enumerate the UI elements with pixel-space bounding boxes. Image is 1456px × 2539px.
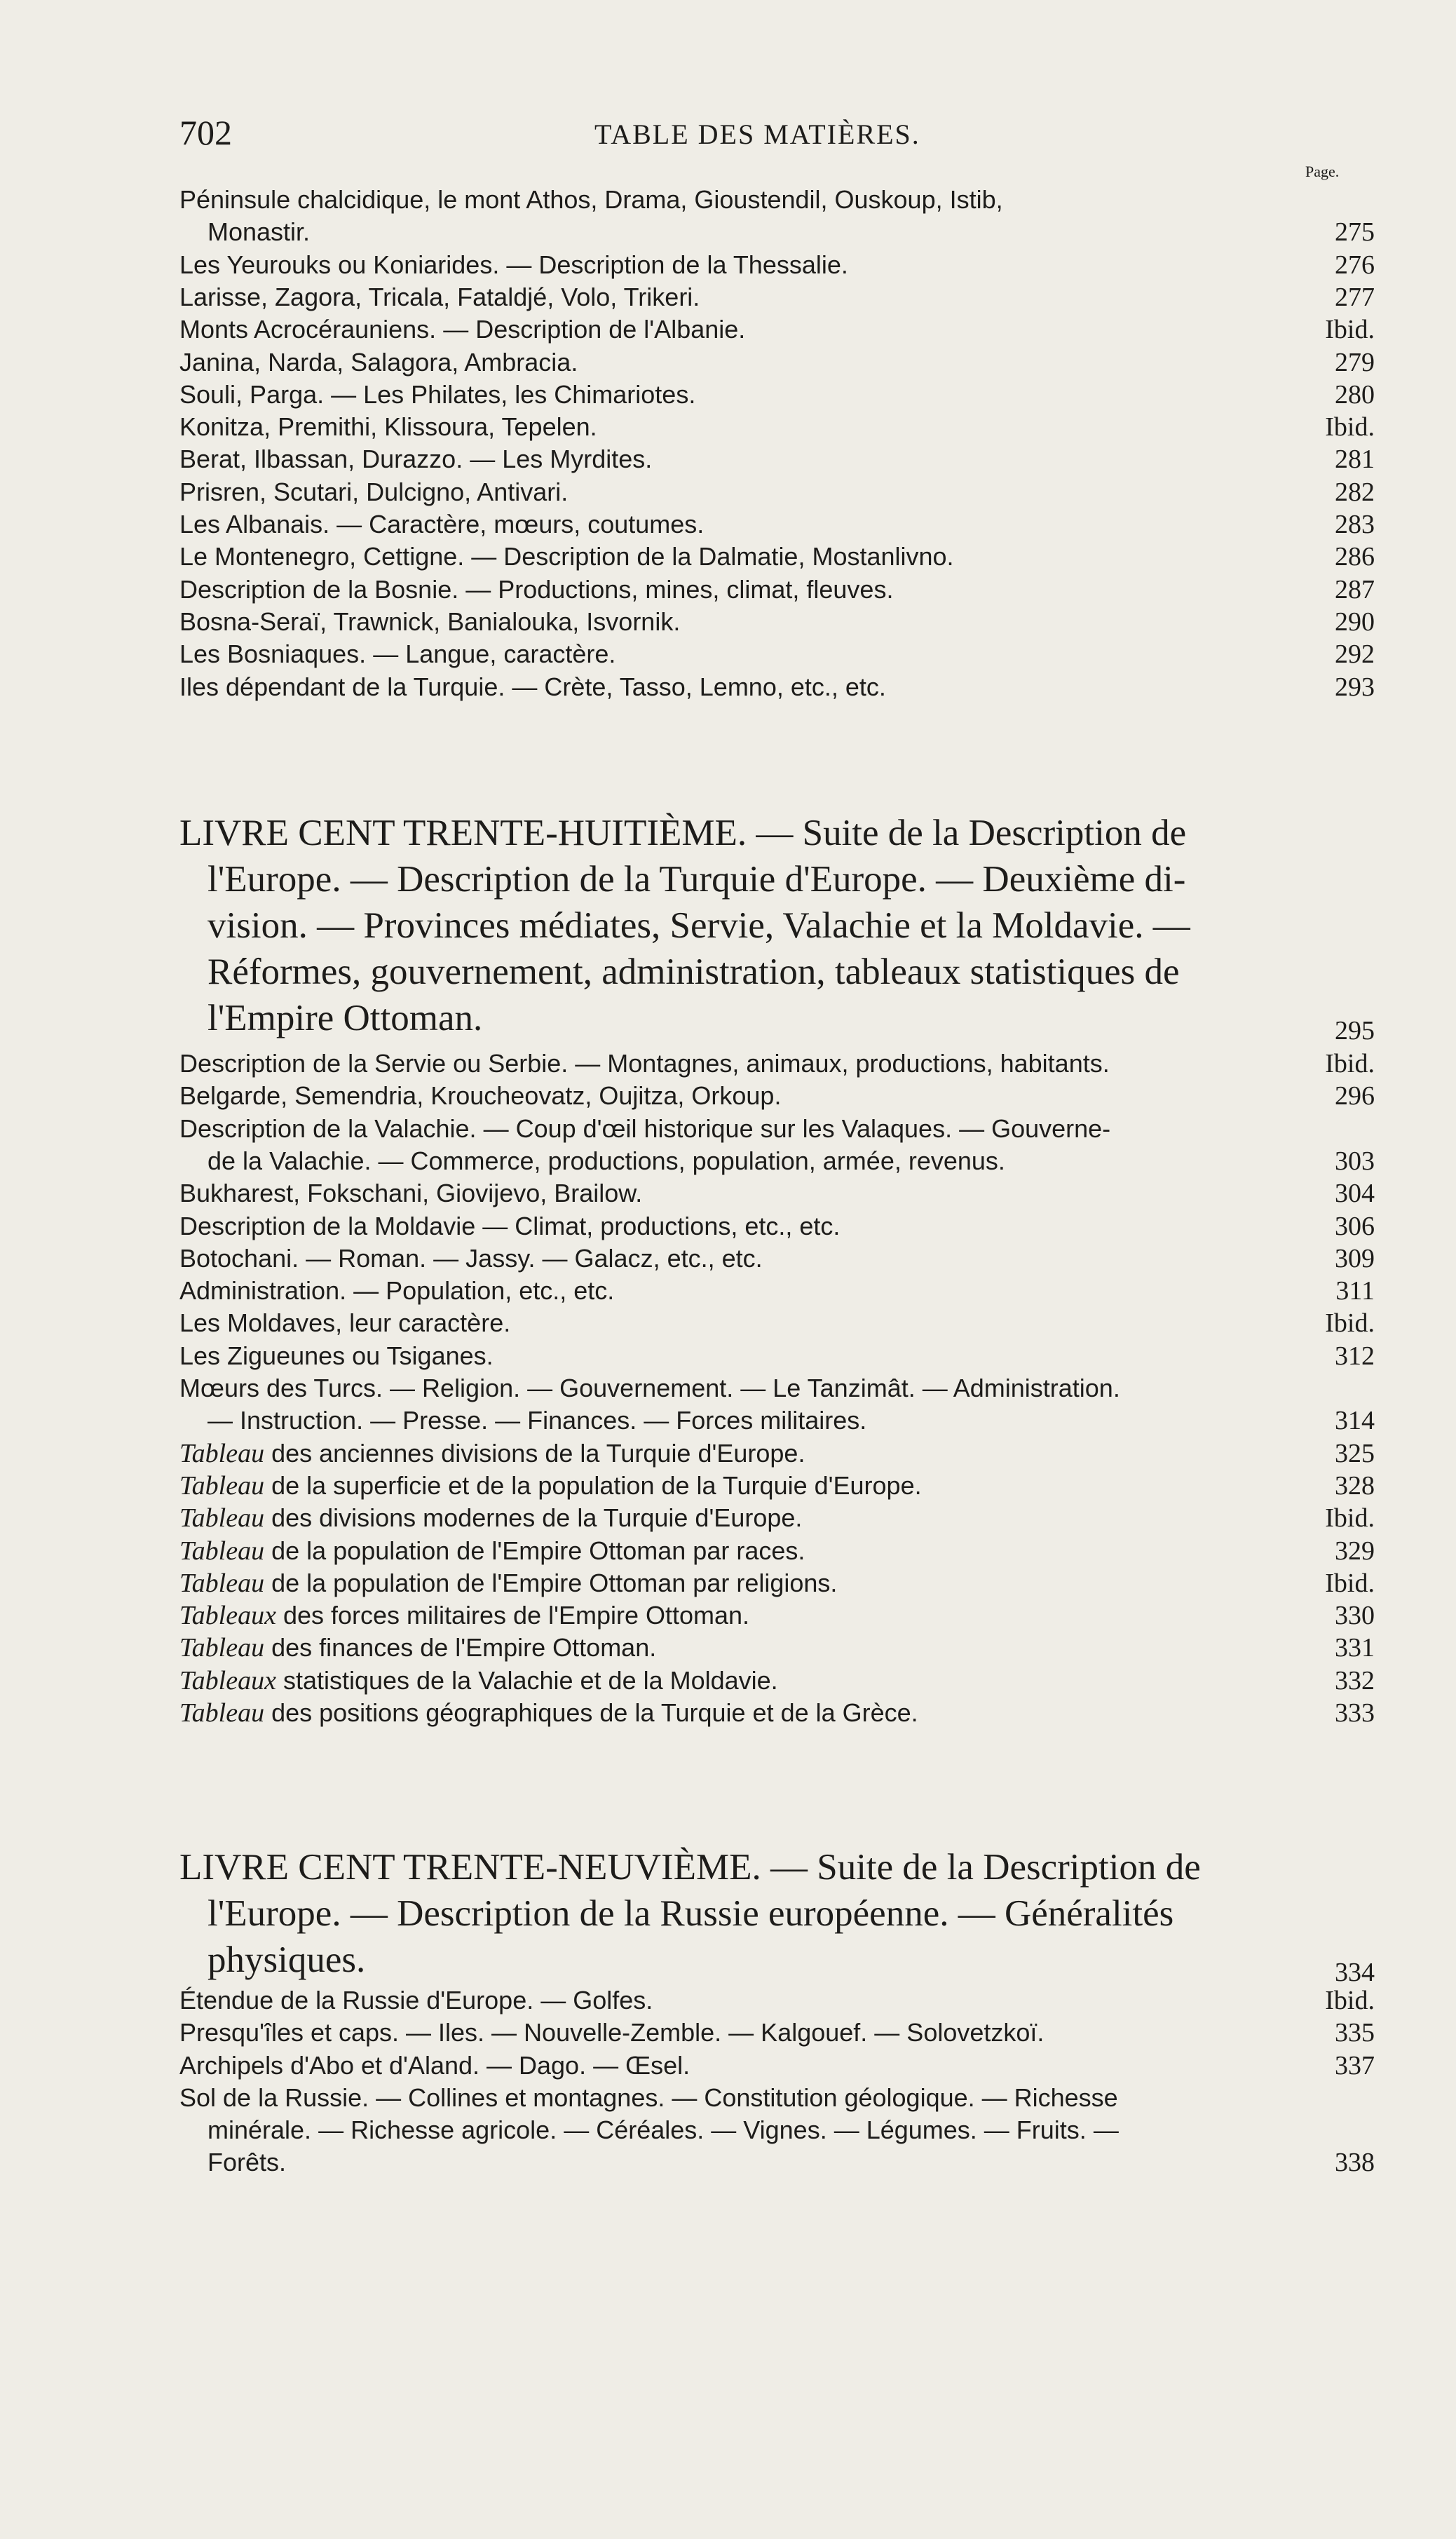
toc-entry-page: Ibid. xyxy=(1325,1986,1375,2015)
toc-entry-text: Presqu'îles et caps. — Iles. — Nouvelle-Zemble. — Kalgouef. — Solovetzkoï. xyxy=(179,2018,1045,2047)
book-heading-line: physiques. xyxy=(207,1939,366,1980)
toc-entry xyxy=(179,411,1375,443)
toc-entry-page: 330 xyxy=(1335,1601,1375,1631)
toc-entry xyxy=(179,1307,1375,1339)
toc-entry-text: Belgarde, Semendria, Kroucheovatz, Oujitza, Orkoup. xyxy=(179,1081,782,1111)
toc-entry-page: 282 xyxy=(1335,477,1375,507)
toc-entry-text: Les Bosniaques. — Langue, caractère. xyxy=(179,639,616,669)
toc-entry-page: 312 xyxy=(1335,1341,1375,1371)
toc-entry-text: Tableaux statistiques de la Valachie et de la Moldavie. xyxy=(179,1665,778,1695)
toc-entry-text: Iles dépendant de la Turquie. — Crète, Tasso, Lemno, etc., etc. xyxy=(179,672,886,701)
toc-entry-text: Les Zigueunes ou Tsiganes. xyxy=(179,1341,494,1370)
toc-entry-text: Tableau de la population de l'Empire Ottoman par religions. xyxy=(179,1568,838,1598)
toc-entry xyxy=(179,1177,1375,1210)
toc-entry xyxy=(179,1599,1375,1632)
toc-entry-page: 296 xyxy=(1335,1081,1375,1111)
toc-entry xyxy=(179,671,1375,703)
toc-entry-page: 303 xyxy=(1335,1146,1375,1176)
toc-entry-text: Le Montenegro, Cettigne. — Description de la Dalmatie, Mostanlivno. xyxy=(179,542,954,571)
toc-entry-page: 279 xyxy=(1335,347,1375,377)
page-column-label: Page. xyxy=(1305,163,1340,180)
toc-entry xyxy=(179,1632,1375,1664)
toc-entry-text: Bukharest, Fokschani, Giovijevo, Brailow. xyxy=(179,1179,643,1208)
toc-entry xyxy=(179,1372,1375,1437)
toc-entry-page: Ibid. xyxy=(1325,412,1375,442)
toc-entry xyxy=(179,638,1375,670)
toc-entry xyxy=(179,1340,1375,1372)
book-heading-line: Réformes, gouvernement, administration, tableaux statistiques de xyxy=(207,952,1180,992)
toc-entry-page: Ibid. xyxy=(1325,1568,1375,1598)
toc-entry xyxy=(179,606,1375,638)
toc-entry-page: 325 xyxy=(1335,1438,1375,1468)
toc-entry-page: 335 xyxy=(1335,2018,1375,2048)
toc-entry xyxy=(179,1502,1375,1534)
toc-entry xyxy=(179,1210,1375,1243)
toc-entry-text: Archipels d'Abo et d'Aland. — Dago. — Œsel. xyxy=(179,2050,690,2080)
toc-entry-page: 292 xyxy=(1335,639,1375,670)
toc-entry-text: Monts Acrocérauniens. — Description de l'Albanie. xyxy=(179,315,746,344)
book-heading-line: vision. — Provinces médiates, Servie, Valachie et la Moldavie. — xyxy=(207,905,1190,946)
toc-entry-text: Tableaux des forces militaires de l'Empire Ottoman. xyxy=(179,1601,750,1631)
toc-entry xyxy=(179,508,1375,541)
toc-entry-page: 306 xyxy=(1335,1211,1375,1241)
toc-entry-page: 332 xyxy=(1335,1665,1375,1695)
toc-entry xyxy=(179,1243,1375,1275)
toc-entry xyxy=(179,574,1375,606)
toc-entry-page: 280 xyxy=(1335,379,1375,409)
toc-entry-page: 290 xyxy=(1335,607,1375,637)
toc-entry xyxy=(179,541,1375,573)
toc-entry-text: — Instruction. — Presse. — Finances. — Forces militaires. xyxy=(207,1406,867,1435)
toc-entry-page: Ibid. xyxy=(1325,1049,1375,1078)
toc-entry-text: Bosna-Seraï, Trawnick, Banialouka, Isvornik. xyxy=(179,607,681,636)
toc-entry-text: Étendue de la Russie d'Europe. — Golfes. xyxy=(179,1986,653,2015)
toc-entry-page: 275 xyxy=(1335,217,1375,248)
toc-entry-text: de la Valachie. — Commerce, productions, population, armée, revenus. xyxy=(207,1146,1005,1175)
toc-entry xyxy=(179,249,1375,281)
book-heading-line: LIVRE CENT TRENTE-NEUVIÈME. — Suite de la Description de xyxy=(179,1847,1201,1888)
toc-entry-page: 311 xyxy=(1335,1276,1375,1306)
toc-entry xyxy=(179,2082,1375,2179)
toc-entry-text: Mœurs des Turcs. — Religion. — Gouvernement. — Le Tanzimât. — Administration. xyxy=(179,1374,1120,1402)
toc-entry-italic: Tableau xyxy=(179,1470,265,1501)
toc-entry-text: Berat, Ilbassan, Durazzo. — Les Myrdites. xyxy=(179,445,653,474)
toc-entry-page: 329 xyxy=(1335,1536,1375,1566)
toc-entry-text: Janina, Narda, Salagora, Ambracia. xyxy=(179,347,578,377)
toc-entry-text: Konitza, Premithi, Klissoura, Tepelen. xyxy=(179,412,597,442)
toc-entry xyxy=(179,476,1375,508)
toc-entry-text: Tableau des finances de l'Empire Ottoman. xyxy=(179,1633,657,1663)
running-title: TABLE DES MATIÈRES. xyxy=(594,119,920,150)
toc-entry xyxy=(179,1275,1375,1307)
toc-entry-text: Tableau des divisions modernes de la Turquie d'Europe. xyxy=(179,1503,803,1533)
toc-entry-page: 283 xyxy=(1335,510,1375,539)
toc-entry-text: Les Moldaves, leur caractère. xyxy=(179,1308,511,1338)
toc-entry xyxy=(179,1080,1375,1112)
toc-entry-page: 338 xyxy=(1335,2148,1375,2178)
toc-entry xyxy=(179,1048,1375,1080)
toc-entry xyxy=(179,1697,1375,1729)
toc-entry-text: Les Yeurouks ou Koniarides. — Description de la Thessalie. xyxy=(179,250,848,279)
toc-entry xyxy=(179,1665,1375,1697)
toc-entry-page: 286 xyxy=(1335,542,1375,572)
toc-entry-text: Prisren, Scutari, Dulcigno, Antivari. xyxy=(179,477,569,506)
toc-entry-page: 277 xyxy=(1335,282,1375,312)
book-heading-line: l'Europe. — Description de la Turquie d'Europe. — Deuxième di- xyxy=(207,859,1186,900)
toc-entry-text: Tableau des anciennes divisions de la Turquie d'Europe. xyxy=(179,1438,805,1468)
toc-entry-text: Sol de la Russie. — Collines et montagnes. — Constitution géologique. — Richesse xyxy=(179,2083,1118,2112)
toc-entry-italic: Tableau xyxy=(179,1503,265,1533)
toc-entry xyxy=(179,1437,1375,1470)
toc-entry-text: Larisse, Zagora, Tricala, Fataldjé, Volo, Trikeri. xyxy=(179,282,700,311)
toc-entry-page: 337 xyxy=(1335,2050,1375,2080)
toc-entry-text: Description de la Servie ou Serbie. — Montagnes, animaux, productions, habitants. xyxy=(179,1049,1110,1078)
toc-entry xyxy=(179,313,1375,346)
toc-entry xyxy=(179,1984,1375,2017)
toc-entry xyxy=(179,443,1375,475)
toc-entry-italic: Tableau xyxy=(179,1633,265,1663)
toc-entry-italic: Tableau xyxy=(179,1438,265,1468)
book-heading xyxy=(179,1844,1375,1987)
toc-entry-text: Tableau des positions géographiques de la Turquie et de la Grèce. xyxy=(179,1698,918,1728)
toc-entry xyxy=(179,2050,1375,2082)
toc-entry-italic: Tableau xyxy=(179,1536,265,1566)
toc-entry-italic: Tableau xyxy=(179,1568,265,1598)
toc-entry-page: 293 xyxy=(1335,672,1375,702)
toc-entry xyxy=(179,2017,1375,2049)
toc-entry-text: Tableau de la population de l'Empire Ottoman par races. xyxy=(179,1536,805,1566)
toc-entry-text: Monastir. xyxy=(207,217,311,246)
toc-entry-text: Description de la Moldavie — Climat, productions, etc., etc. xyxy=(179,1211,841,1240)
toc-entry-page: Ibid. xyxy=(1325,1308,1375,1339)
toc-entry xyxy=(179,346,1375,379)
toc-entry xyxy=(179,379,1375,411)
toc-entry xyxy=(179,1113,1375,1177)
book-heading-line: l'Empire Ottoman. xyxy=(207,998,483,1038)
book-heading xyxy=(179,810,1375,1045)
toc-entry-text: Forêts. xyxy=(207,2147,287,2176)
toc-entry-page: Ibid. xyxy=(1325,1503,1375,1533)
toc-entry-page: 287 xyxy=(1335,574,1375,604)
toc-entry xyxy=(179,1470,1375,1502)
toc-entry xyxy=(179,281,1375,313)
toc-entry-text: Botochani. — Roman. — Jassy. — Galacz, etc., etc. xyxy=(179,1243,763,1273)
toc-entry-text: Souli, Parga. — Les Philates, les Chimariotes. xyxy=(179,379,696,409)
toc-entry-page: Ibid. xyxy=(1325,315,1375,345)
book-heading-page: 334 xyxy=(1335,1958,1375,1987)
toc-entry xyxy=(179,1535,1375,1567)
toc-entry-italic: Tableaux xyxy=(179,1601,276,1631)
toc-entry-page: 331 xyxy=(1335,1633,1375,1663)
book-heading-line: LIVRE CENT TRENTE-HUITIÈME. — Suite de la Description de xyxy=(179,813,1187,853)
book-heading-page: 295 xyxy=(1335,1016,1375,1045)
toc-entry-text: Tableau de la superficie et de la population de la Turquie d'Europe. xyxy=(179,1470,922,1501)
toc-entry-page: 281 xyxy=(1335,445,1375,475)
toc-entry-page: 333 xyxy=(1335,1698,1375,1728)
toc-entry-italic: Tableaux xyxy=(179,1665,276,1695)
toc-entry-text: Péninsule chalcidique, le mont Athos, Drama, Gioustendil, Ouskoup, Istib, xyxy=(179,185,1003,214)
toc-entry-page: 276 xyxy=(1335,250,1375,280)
toc-entry-text: minérale. — Richesse agricole. — Céréales. — Vignes. — Légumes. — Fruits. — xyxy=(207,2115,1119,2144)
toc-entry xyxy=(179,184,1375,248)
toc-entry-text: Les Albanais. — Caractère, mœurs, coutumes. xyxy=(179,510,705,539)
book-heading-line: l'Europe. — Description de la Russie européenne. — Généralités xyxy=(207,1893,1174,1934)
toc-entry xyxy=(179,1567,1375,1599)
toc-entry-page: 328 xyxy=(1335,1470,1375,1501)
toc-entry-page: 314 xyxy=(1335,1406,1375,1436)
toc-entry-page: 309 xyxy=(1335,1243,1375,1273)
toc-entry-page: 304 xyxy=(1335,1179,1375,1209)
toc-entry-text: Administration. — Population, etc., etc. xyxy=(179,1276,615,1306)
toc-entry-italic: Tableau xyxy=(179,1698,265,1728)
toc-entry-text: Description de la Bosnie. — Productions, mines, climat, fleuves. xyxy=(179,574,894,604)
toc-entry-text: Description de la Valachie. — Coup d'œil historique sur les Valaques. — Gouverne- xyxy=(179,1113,1111,1143)
page-number: 702 xyxy=(179,113,232,152)
